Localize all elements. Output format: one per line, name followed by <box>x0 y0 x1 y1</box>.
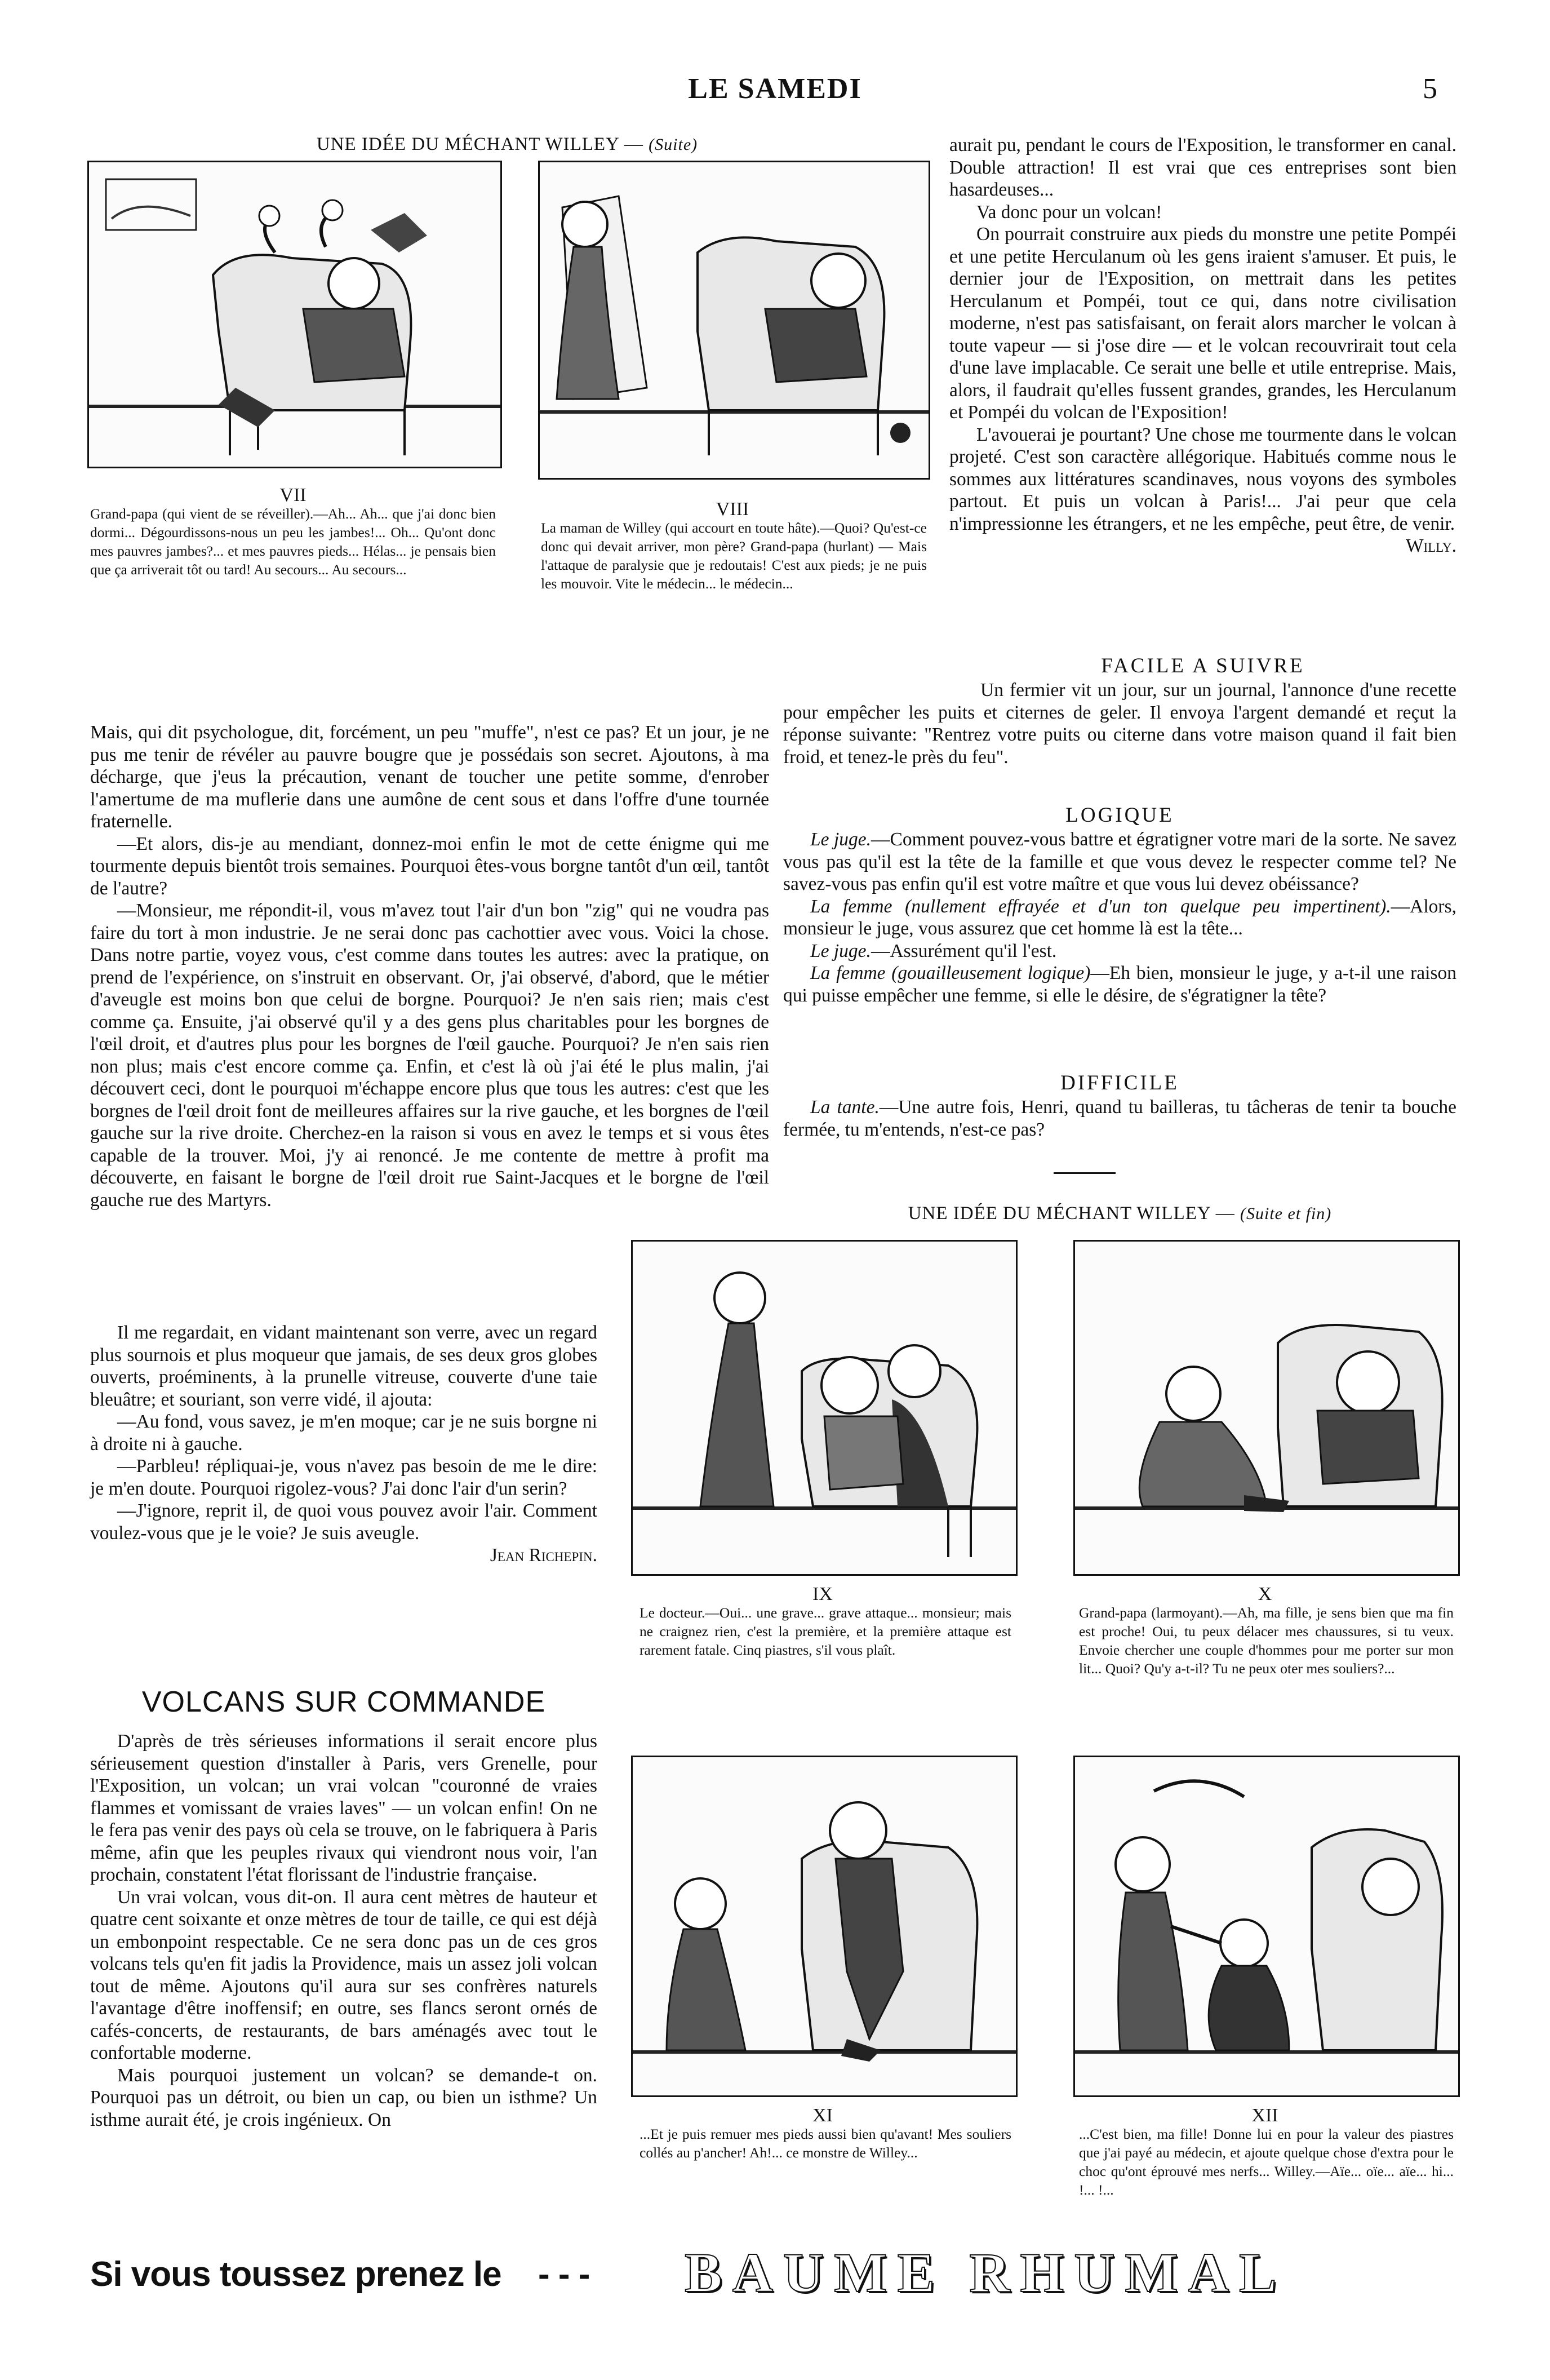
bottom-strip-title-suffix: (Suite et fin) <box>1240 1204 1332 1223</box>
volcans-heading: VOLCANS SUR COMMANDE <box>141 1686 546 1718</box>
article-signature: Willy. <box>1405 535 1456 556</box>
dialogue-line <box>783 1096 1456 1141</box>
volcans-article <box>90 1730 597 2131</box>
comic-panel-x <box>1073 1240 1460 1576</box>
article-paragraph: —Monsieur, me répondit-il, vous m'avez tout l'air d'un bon "zig" qui ne voudra pas faire du tort à mon industrie. Je ne serai donc pas cachottier avec vous. Voici la chose. Dans notre partie, voyez vous, c'est comme dans toutes les autres: avec la pratique, on prend de l'expérience, on s'instruit en observant. Or, j'ai observé, d'abord, que le métier d'aveugle est moins bon que celui de borgne. Pourquoi? Je n'en sais rien; mais c'est comme ça. Ensuite, j'ai observé qu'il y a des gens plus charitables pour les borgnes de l'œil droit, et d'autres plus pour les borgnes de l'œil gauche. Pourquoi? Je n'en sais rien non plus; mais c'est encore comme ça. Enfin, et c'est là où j'ai été le plus malin, j'ai découvert ceci, dont le pourquoi m'échappe encore plus que tous les autres: c'est que les borgnes de l'œil droit font de meilleures affaires sur la rive gauche, et les borgnes de l'œil gauche sur la rive droite. Cherchez-en la raison si vous en avez le temps et si vous êtes capable de la trouver. Moi, j'y ai renoncé. Je me contente de mettre à profit ma découverte, en faisant le borgne de l'œil droit rue Saint-Jacques et le borgne de l'œil gauche rue des Martyrs. <box>90 900 769 1211</box>
doctor-visit-illustration <box>633 1242 1016 1574</box>
dialogue-speaker: La femme (gouailleusement logique) <box>810 963 1091 983</box>
bottom-strip-title: UNE IDÉE DU MÉCHANT WILLEY — (Suite et fin) <box>908 1203 1332 1224</box>
newspaper-title: LE SAMEDI <box>688 73 862 105</box>
panel-xi-number: XI <box>812 2105 833 2126</box>
panel-xi-caption: ...Et je puis remuer mes pieds aussi bien qu'avant! Mes souliers collés au p'ancher! Ah!... ce monstre de Willey... <box>639 2126 1011 2161</box>
panel-viii-caption: La maman de Willey (qui accourt en toute hâte).—Quoi? Qu'est-ce donc qui devait arriver, mon père? Grand-papa (hurlant) — Mais l'attaque de paralysie que je redoutais! C'est aux pieds; je ne puis les mouvoir. Vite le médecin... le médecin... <box>541 520 927 592</box>
panel-vii-number: VII <box>279 485 307 506</box>
panel-xii-number: XII <box>1251 2105 1278 2126</box>
logique-heading: LOGIQUE <box>1065 804 1174 827</box>
panel-xii-caption: ...C'est bien, ma fille! Donne lui en pour la valeur des piastres que j'ai payé au médecin, et ajoute quelque chose d'extra pour le choc qu'ont éprouvé mes nerfs... Willey.—Aïe... oïe... aïe... hi... !... !... <box>1079 2126 1454 2198</box>
top-strip-title-suffix: (Suite) <box>649 135 698 154</box>
dialogue-text: —Une autre fois, Henri, quand tu bailleras, tu tâcheras de tenir ta bouche fermée, tu m'entends, n'est-ce pas? <box>783 1097 1456 1140</box>
section-divider <box>1054 1172 1116 1174</box>
willey-punished-illustration <box>1075 1757 1458 2095</box>
ad-product-name: BAUME RHUMAL <box>685 2241 1287 2304</box>
daughter-unlacing-shoes-illustration <box>1075 1242 1458 1574</box>
facile-article <box>783 679 1456 768</box>
panel-ix-caption: Le docteur.—Oui... une grave... grave attaque... monsieur; mais ne craignez rien, c'est la première, et la première attaque est rarement fatale. Cinq piastres, s'il vous plaît. <box>639 1605 1011 1658</box>
article-paragraph: Mais, qui dit psychologue, dit, forcément, un peu "muffe", n'est ce pas? Et un jour, je ne pus me tenir de révéler au pauvre bougre que je possédais son secret. Ajoutons, à ma décharge, que j'eus la précaution, venant de toucher une petite somme, d'enrober l'amertume de ma muflerie dans une aumône de cent sous et dans l'offre d'une tournée fraternelle. <box>90 722 769 832</box>
volcans-continuation <box>949 134 1456 557</box>
comic-panel-ix <box>631 1240 1018 1576</box>
comic-panel-viii <box>538 161 930 480</box>
dialogue-line <box>783 896 1456 940</box>
article-signature: Jean Richepin. <box>490 1545 597 1566</box>
panel-x-caption: Grand-papa (larmoyant).—Ah, ma fille, je sens bien que ma fin est proche! Oui, tu peux délacer mes chaussures, si tu veux. Envoie chercher une couple d'hommes pour me porter sur mon lit... Quoi? Qu'y a-t-il? Tu ne peux oter mes souliers?... <box>1079 1605 1454 1677</box>
dialogue-line <box>783 962 1456 1007</box>
article-paragraph: Un vrai volcan, vous dit-on. Il aura cent mètres de hauteur et quatre cent soixante et onze mètres de tour de taille, ce qui est déjà un embonpoint respectable. Ce ne sera donc pas un de ces gros volcans tels qu'en fit jadis la Providence, mais un assez joli volcan tout de même. Ajoutons qu'il aura sur ses confrères naturels l'avantage d'être inoffensif; en outre, ses flancs seront ornés de cafés-concerts, de restaurants, de bars aménagés avec tout le confortable moderne. <box>90 1886 597 2063</box>
comic-panel-xii <box>1073 1756 1460 2097</box>
dialogue-text: —Comment pouvez-vous battre et égratigner votre mari de la sorte. Ne savez vous pas qu'il est la tête de la famille et que vous devez le respecter comme tel? Ne savez-vous pas enfin qu'il est votre maître et que vous lui devez obéissance? <box>783 829 1456 894</box>
article-paragraph: Il me regardait, en vidant maintenant son verre, avec un regard plus sournois et plus moqueur que jamais, de ses deux gros globes ouverts, proéminents, à la prunelle vitreuse, couverte d'une taie bleuâtre; et souriant, son verre vidé, il ajouta: <box>90 1322 597 1410</box>
article-paragraph: Mais pourquoi justement un volcan? se demande-t on. Pourquoi pas un détroit, ou bien un cap, ou bien un isthme? Un isthme aurait été, je crois ingénieux. On <box>90 2064 597 2130</box>
grandpa-waking-illustration <box>89 162 500 467</box>
ad-dashes: - - - <box>538 2255 590 2294</box>
richepin-article-cont <box>90 1322 597 1567</box>
comic-panel-xi <box>631 1756 1018 2097</box>
facile-heading: FACILE A SUIVRE <box>1101 654 1305 677</box>
logique-article <box>783 828 1456 1007</box>
mother-runs-in-illustration <box>540 162 929 478</box>
article-paragraph: On pourrait construire aux pieds du monstre une petite Pompéi et une petite Herculanum où les gens iraient s'amuser. Et puis, le dernier jour de l'Exposition, on mettrait dans les petites Herculanum et Pompéi, tout ce qui, dans notre civilisation moderne, n'est pas satisfaisant, on ferait alors marcher le volcan à toute vapeur — si j'ose dire — et le volcan recouvrirait tout cela d'une lave implacable. Ce serait une belle et utile entreprise. Mais, alors, il faudrait qu'elles fussent grandes, grandes, les Herculanum et Pompéi du volcan de l'Exposition! <box>949 224 1456 423</box>
article-paragraph: —Et alors, dis-je au mendiant, donnez-moi enfin le mot de cette énigme qui me tourmente depuis bientôt trois semaines. Pourquoi êtes-vous borgne tantôt d'un œil, tantôt de l'autre? <box>90 833 769 899</box>
page-number: 5 <box>1423 73 1437 105</box>
difficile-heading: DIFFICILE <box>1060 1071 1179 1094</box>
dialogue-line <box>783 828 1456 896</box>
ad-tagline: Si vous toussez prenez le <box>90 2255 501 2294</box>
panel-vii-caption: Grand-papa (qui vient de se réveiller).—Ah... Ah... que j'ai donc bien dormi... Dégourdissons-nous un peu les jambes!... Oh... Qu'ont donc mes pauvres jambes?... et mes pauvres pieds... Hélas... je pensais bien que ça arriverait tôt ou tard! Au secours... Au secours... <box>90 506 496 578</box>
top-strip-title: UNE IDÉE DU MÉCHANT WILLEY — (Suite) <box>316 134 698 154</box>
article-paragraph: Un fermier vit un jour, sur un journal, l'annonce d'une recette pour empêcher les puits et citernes de geler. Il envoya l'argent demandé et reçut la réponse suivante: "Rentrez votre puits ou citerne dans votre maison quand il fait bien froid, et tenez-le près du feu". <box>783 680 1456 768</box>
dialogue-speaker: Le juge. <box>810 940 871 961</box>
article-paragraph: —J'ignore, reprit il, de quoi vous pouvez avoir l'air. Comment voulez-vous que je le voie? Je suis aveugle. <box>90 1500 597 1544</box>
panel-x-number: X <box>1258 1584 1272 1605</box>
grandpa-stands-illustration <box>633 1757 1016 2095</box>
comic-panel-vii <box>87 161 502 468</box>
panel-ix-number: IX <box>812 1584 833 1605</box>
article-paragraph: aurait pu, pendant le cours de l'Exposition, le transformer en canal. Double attraction! Il est vrai que ces entreprises sont bien hasardeuses... <box>949 135 1456 200</box>
dialogue-speaker: La femme (nullement effrayée et d'un ton quelque peu impertinent). <box>810 896 1391 917</box>
article-paragraph: D'après de très sérieuses informations il serait encore plus sérieusement question d'installer à Paris, vers Grenelle, pour l'Exposition, un volcan; un vrai volcan "couronné de vraies flammes et vomissant de vraies laves" — un volcan enfin! On ne le fera pas venir des pays où cela se trouve, on le fabriquera à Paris même, afin que les peuples rivaux qui viendront nous voir, l'an prochain, constatent l'état florissant de l'industrie française. <box>90 1731 597 1885</box>
article-paragraph: Va donc pour un volcan! <box>976 201 1162 223</box>
article-paragraph: —Parbleu! répliquai-je, vous n'avez pas besoin de me le dire: je m'en doute. Pourquoi rigolez-vous? J'ai donc l'air d'un serin? <box>90 1456 597 1499</box>
dialogue-speaker: Le juge. <box>810 829 872 850</box>
panel-viii-number: VIII <box>716 499 749 520</box>
dialogue-text: —Eh bien, monsieur le juge, y a-t-il une raison qui puisse empêcher une femme, si elle le désire, de s'égratigner la tête? <box>783 963 1456 1006</box>
article-paragraph: L'avouerai je pourtant? Une chose me tourmente dans le volcan projeté. C'est son caractère allégorique. Habitués comme nous le sommes aux littératures scandinaves, nous voyons des symboles partout. Et puis un volcan à Paris!... J'ai peur que cela n'impressionne les étrangers, et ne les empêche, peut être, de venir. <box>949 424 1456 534</box>
top-strip-title-text: UNE IDÉE DU MÉCHANT WILLEY <box>316 134 619 154</box>
dialogue-text: —Assurément qu'il l'est. <box>871 940 1057 961</box>
bottom-strip-title-text: UNE IDÉE DU MÉCHANT WILLEY <box>908 1203 1211 1224</box>
dialogue-speaker: La tante. <box>810 1097 880 1118</box>
article-paragraph: —Au fond, vous savez, je m'en moque; car je ne suis borgne ni à droite ni à gauche. <box>90 1411 597 1455</box>
richepin-article <box>90 721 769 1211</box>
difficile-article <box>783 1096 1456 1141</box>
dialogue-line <box>783 940 1456 963</box>
dialogue-text: —Alors, monsieur le juge, vous assurez que cet homme là est la tête... <box>783 896 1456 939</box>
